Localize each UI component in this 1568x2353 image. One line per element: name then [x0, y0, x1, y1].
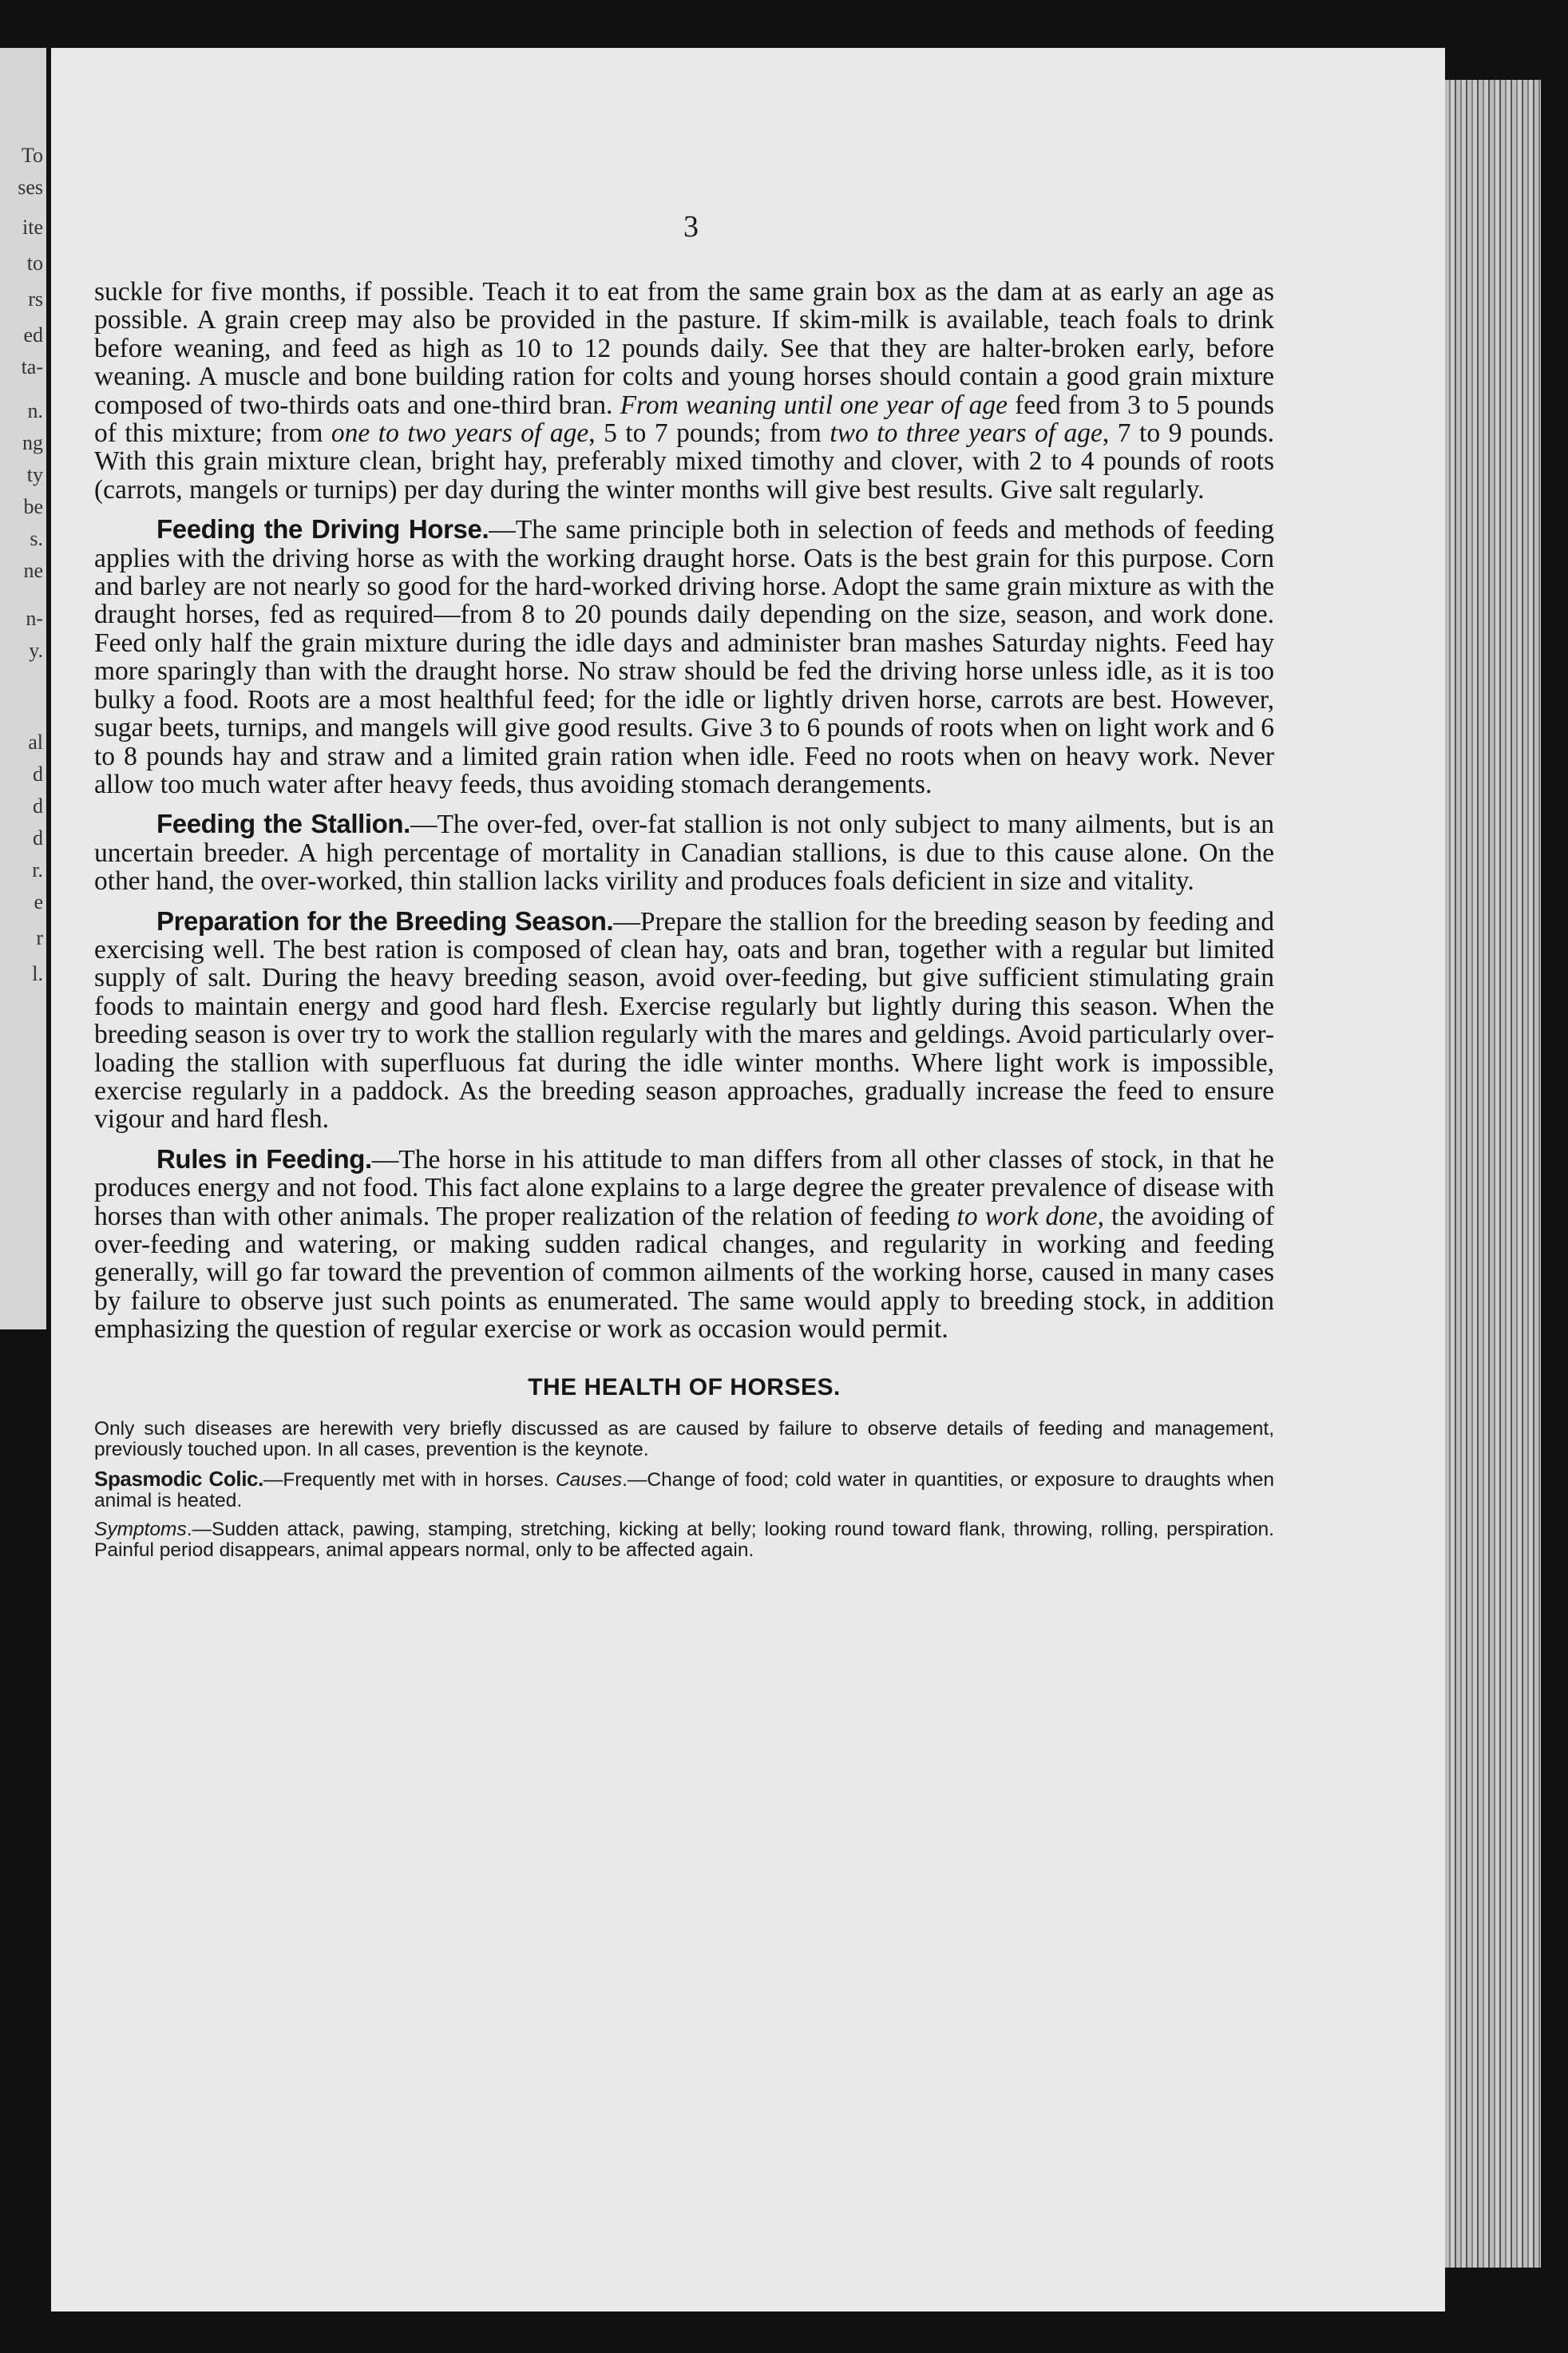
- paragraph-text: —The horse in his attitude to man differs from all other classes of stock, in that he produces energy and not food. This fact alone explains to a large degree the greater prevalence of disease with horses than with other animals. The proper realization of the relation of feeding: [94, 1144, 1275, 1231]
- section-title: THE HEALTH OF HORSES.: [528, 1373, 841, 1400]
- margin-fragment: ta-: [21, 355, 43, 378]
- paragraph-text: suckle for five months, if possible. Teach it to eat from the same grain box as the dam at as early an age as possible. A grain creep may also be provided in the pasture. If skim-milk is available, teach foals to drink before weaning, and feed as high as 10 to 12 pounds daily. See that they are halter-broken early, before weaning. A muscle and bone building ration for colts and young horses should contain a good grain mixture composed of two-thirds oats and one-third bran.: [94, 277, 1274, 420]
- paragraph-heading: Feeding the Driving Horse.: [156, 514, 489, 545]
- paragraph-text: —Prepare the stallion for the breeding season by feeding and exercising well. The best ration is composed of clean hay, oats and bran, together with a regular but limited supply of salt. During the heavy breeding season, avoid over-feeding, but give sufficient stimulating grain foods to maintain energy and good hard flesh. Exercise regularly but lightly during this season. When the breeding season is over try to work the stallion regularly with the mares and geldings. Avoid particularly over-loading the stallion with superfluous fat during the idle winter months. Where light work is impossible, exercise regularly in a paddock. As the breeding season approaches, gradually increase the feed to ensure vigour and hard flesh.: [94, 906, 1274, 1135]
- paragraph-text: —The over-fed, over-fat stallion is not only subject to many ailments, but is an uncertain breeder. A high percentage of mortality in Canadian stallions, is due to this cause alone. On the other hand, the over-worked, thin stallion lacks virility and produces foals deficient in size and vitality.: [94, 810, 1274, 897]
- paragraph-text: —The same principle both in selection of feeds and methods of feeding applies with the driving horse as with the working draught horse. Oats is the best grain for this purpose. Corn and barley are not nearly so good for the hard-worked driving horse. Adopt the same grain mixture as with the draught horses, fed as required—from 8 to 20 pounds daily depending on the size, season, and work done. Feed only half the grain mixture during the idle days and administer bran mashes Saturday nights. Feed hay more sparingly than with the draught horse. No straw should be fed the driving horse unless idle, as it is too bulky a food. Roots are a most healthful feed; for the idle or lightly driven horse, carrots are best. However, sugar beets, turnips, and mangels will give good results. Give 3 to 6 pounds of roots when on light work and 6 to 8 pounds hay and straw and a limited grain ration when idle. Feed no roots when on heavy work. Never allow too much water after heavy feeds, thus avoiding stomach derangements.: [94, 515, 1275, 799]
- paragraph-heading: Preparation for the Breeding Season.: [156, 905, 614, 936]
- paragraph-heading: Rules in Feeding.: [156, 1143, 372, 1174]
- previous-page-margin: [0, 48, 51, 1329]
- paragraph: [94, 1468, 1274, 1511]
- paragraph-text: .—Sudden attack, pawing, stamping, stretching, kicking at belly; looking round toward flank, throwing, rolling, perspiration. Painful period disappears, animal appears normal, only to be affected again.: [94, 1518, 1274, 1561]
- margin-fragment: ses: [18, 176, 43, 199]
- paragraph: [94, 278, 1274, 504]
- italic-text: Symptoms: [94, 1518, 187, 1540]
- paragraph-text: , 7 to 9 pounds. With this grain mixture clean, bright hay, preferably mixed timothy and clover, with 2 to 4 pounds of roots (carrots, mangels or turnips) per day during the winter months will give best results. Give salt regularly.: [94, 418, 1274, 505]
- margin-fragment: n-: [26, 607, 43, 630]
- paragraph: [94, 1145, 1274, 1344]
- margin-fragment: l.: [32, 962, 43, 985]
- paragraph-text: Only such diseases are herewith very briefly discussed as are caused by failure to observe details of feeding and management, previously touched upon. In all cases, prevention is the keynote.: [94, 1417, 1274, 1460]
- margin-fragment: y.: [29, 639, 43, 662]
- margin-fragment: be: [23, 495, 43, 518]
- italic-text: Causes: [555, 1468, 623, 1491]
- paragraph: [94, 1419, 1274, 1460]
- margin-fragment: d: [33, 826, 43, 850]
- italic-text: two to three years of age: [830, 418, 1103, 449]
- margin-fragment: To: [21, 144, 43, 167]
- paragraph-text: , 5 to 7 pounds; from: [588, 418, 830, 449]
- paragraph-text: feed from 3 to 5 pounds of this mixture; from: [94, 390, 1274, 449]
- italic-text: From weaning until one year of age: [620, 390, 1008, 420]
- margin-fragment: n.: [27, 399, 43, 422]
- margin-fragment: s.: [30, 527, 43, 550]
- paragraph: [94, 810, 1274, 895]
- paragraph-heading: Spasmodic Colic.: [94, 1466, 263, 1491]
- margin-fragment: r: [36, 926, 43, 949]
- margin-fragment: ne: [23, 559, 43, 582]
- italic-text: to work done: [956, 1201, 1098, 1231]
- paragraph: [94, 515, 1274, 798]
- margin-fragment: to: [26, 252, 43, 275]
- paragraph: [94, 1519, 1274, 1561]
- italic-text: one to two years of age: [331, 418, 589, 449]
- paragraph: [94, 907, 1274, 1134]
- health-paragraphs: [94, 1419, 1274, 1561]
- margin-fragment: ite: [22, 216, 43, 239]
- margin-fragment: ed: [23, 323, 43, 347]
- margin-fragment: al: [28, 731, 43, 754]
- margin-fragment: d: [33, 794, 43, 818]
- feeding-paragraphs: [94, 278, 1274, 1344]
- margin-fragment: d: [33, 763, 43, 786]
- text-block: [94, 216, 1274, 1561]
- page-number: 3: [683, 210, 699, 244]
- book-page-edges: [1445, 80, 1541, 2268]
- paragraph-heading: Feeding the Stallion.: [156, 809, 410, 839]
- margin-fragment: e: [34, 890, 43, 913]
- margin-fragment: r.: [32, 858, 43, 881]
- paragraph-text: —Frequently met with in horses.: [263, 1468, 556, 1491]
- margin-fragment: ng: [22, 431, 43, 454]
- margin-fragment: rs: [28, 287, 43, 311]
- margin-fragment: ty: [26, 463, 43, 486]
- paragraph-text: .—Change of food; cold water in quantities, or exposure to draughts when animal is heated.: [94, 1468, 1274, 1511]
- paragraph-text: , the avoiding of over-feeding and watering, or making sudden radical changes, and regularity in working and feeding generally, will go far toward the prevention of common ailments of the working horse, caused in many cases by failure to observe just such points as enumerated. The same would apply to breeding stock, in addition emphasizing the question of regular exercise or work as occasion would permit.: [94, 1201, 1274, 1345]
